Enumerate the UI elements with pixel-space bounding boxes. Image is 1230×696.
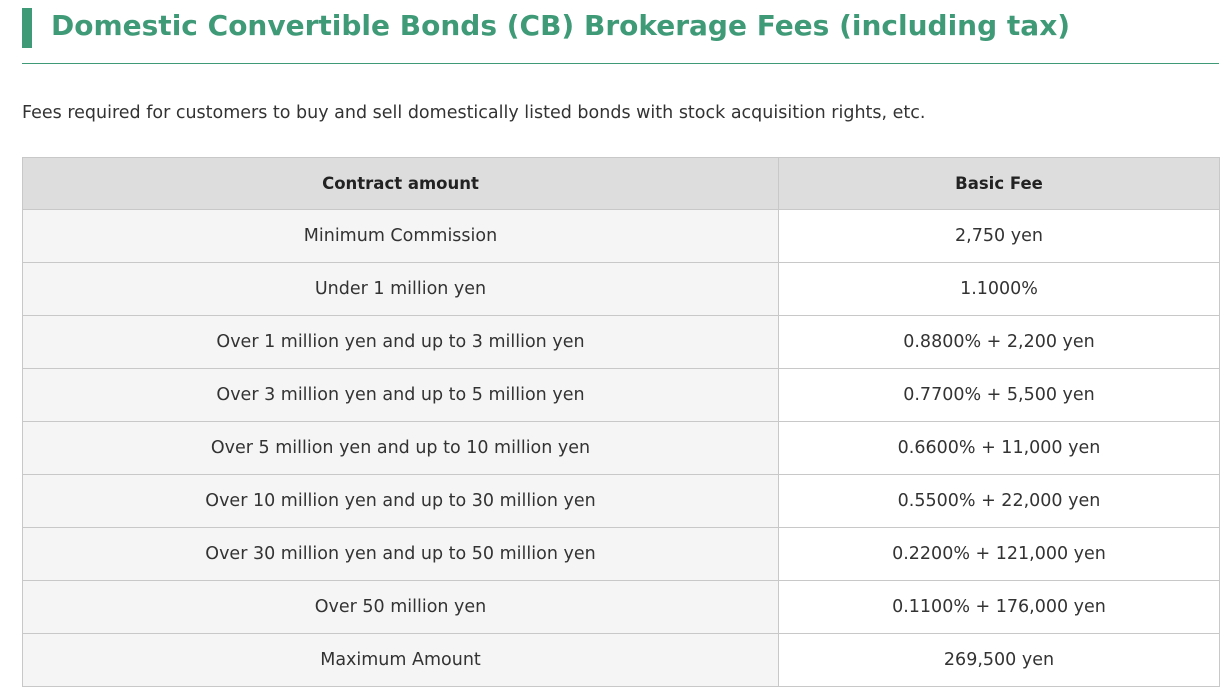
contract-amount-cell: Over 30 million yen and up to 50 million yen (23, 528, 779, 581)
page-heading (22, 0, 1219, 64)
table-header-row (23, 158, 1220, 210)
contract-amount-cell: Maximum Amount (23, 634, 779, 687)
column-header-contract-amount: Contract amount (23, 158, 779, 210)
heading-accent-bar (22, 8, 32, 48)
table-row (23, 369, 1220, 422)
basic-fee-cell: 0.7700% + 5,500 yen (779, 369, 1220, 422)
fee-table (22, 157, 1220, 687)
contract-amount-cell: Over 1 million yen and up to 3 million yen (23, 316, 779, 369)
basic-fee-cell: 0.8800% + 2,200 yen (779, 316, 1220, 369)
page-title: Domestic Convertible Bonds (CB) Brokerage Fees (including tax) (51, 9, 1071, 42)
basic-fee-cell: 0.2200% + 121,000 yen (779, 528, 1220, 581)
table-row (23, 581, 1220, 634)
basic-fee-cell: 0.6600% + 11,000 yen (779, 422, 1220, 475)
basic-fee-cell: 0.5500% + 22,000 yen (779, 475, 1220, 528)
column-header-basic-fee: Basic Fee (779, 158, 1220, 210)
contract-amount-cell: Over 3 million yen and up to 5 million yen (23, 369, 779, 422)
contract-amount-cell: Over 10 million yen and up to 30 million yen (23, 475, 779, 528)
basic-fee-cell: 0.1100% + 176,000 yen (779, 581, 1220, 634)
basic-fee-cell: 1.1000% (779, 263, 1220, 316)
basic-fee-cell: 269,500 yen (779, 634, 1220, 687)
contract-amount-cell: Minimum Commission (23, 210, 779, 263)
table-row (23, 634, 1220, 687)
contract-amount-cell: Over 5 million yen and up to 10 million yen (23, 422, 779, 475)
basic-fee-cell: 2,750 yen (779, 210, 1220, 263)
table-row (23, 263, 1220, 316)
table-row (23, 422, 1220, 475)
contract-amount-cell: Under 1 million yen (23, 263, 779, 316)
table-row (23, 475, 1220, 528)
contract-amount-cell: Over 50 million yen (23, 581, 779, 634)
table-row (23, 210, 1220, 263)
intro-text: Fees required for customers to buy and sell domestically listed bonds with stock acquisition rights, etc. (22, 103, 926, 123)
table-row (23, 528, 1220, 581)
table-row (23, 316, 1220, 369)
